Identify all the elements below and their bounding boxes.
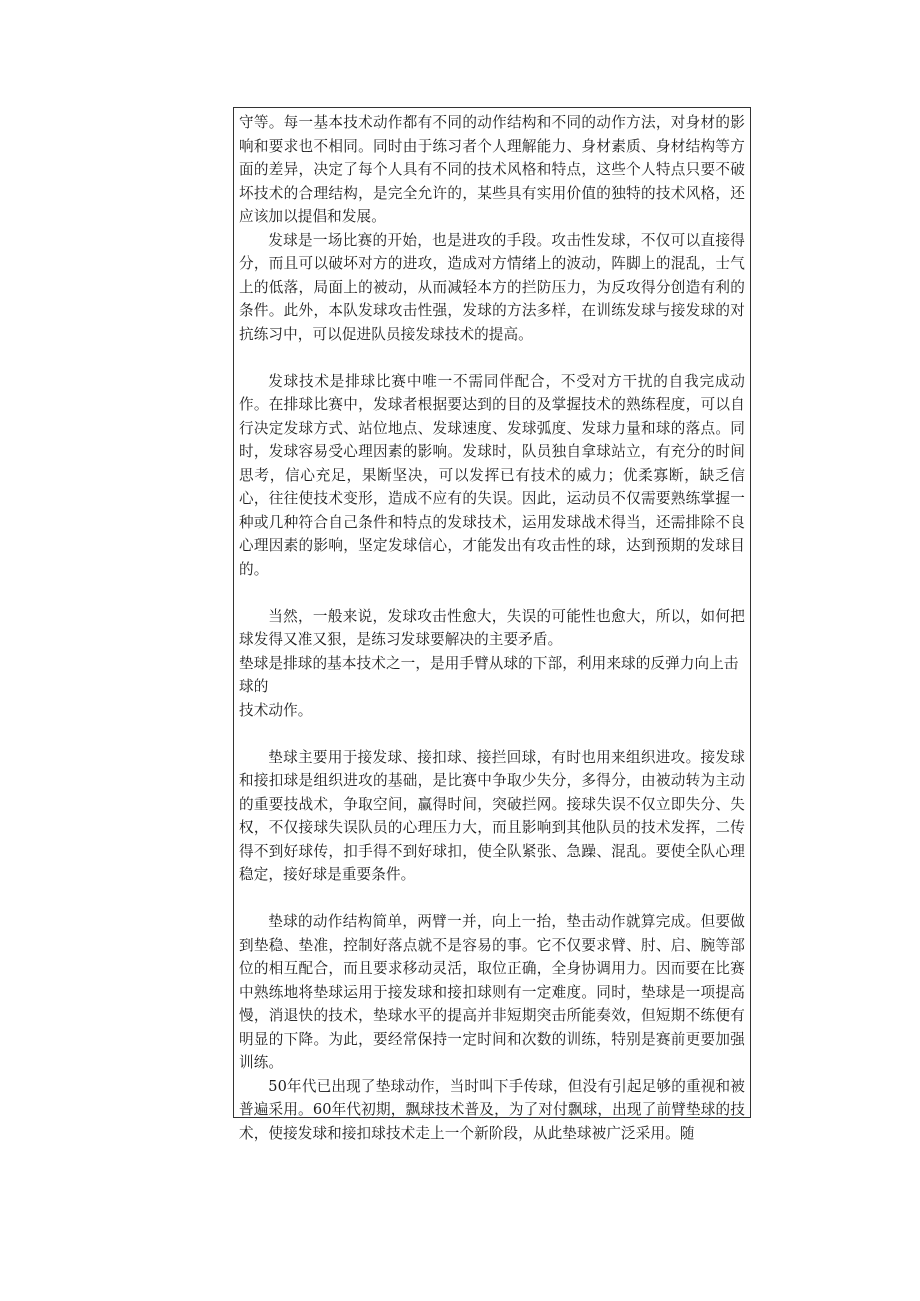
blank-line [239,346,745,370]
blank-line [239,887,745,911]
paragraph-5: 垫球是排球的基本技术之一，是用手臂从球的下部，利用来球的反弹力向上击球的 [239,654,739,695]
paragraph-7: 垫球的动作结构简单，两臂一并，向上一抬，垫击动作就算完成。但要做到垫稳、垫准，控制好落点就不是容易的事。它不仅要求臂、肘、启、腕等部位的相互配合，而且要求移动灵活，取位正确，全身协调用力。因而要在比赛中熟练地将垫球运用于接发球和接扣球则有一定难度。同时，垫球是一项提高慢，消退快的技术，垫球水平的提高并非短期突击所能奏效，但短期不练便有明显的下降。为此，要经常保持一定时间和次数的训练，特别是赛前更要加强训练。 [239,913,745,1071]
paragraph-2: 发球是一场比赛的开始，也是进攻的手段。攻击性发球，不仅可以直接得分，而且可以破坏对方的进攻，造成对方情绪上的波动，阵脚上的混乱，士气上的低落，局面上的被动，从而减轻本方的拦防压力，为反攻得分创造有利的条件。此外，本队发球攻击性强，发球的方法多样，在训练发球与接发球的对抗练习中，可以促进队员接发球技术的提高。 [239,231,745,343]
paragraph-1: 守等。每一基本技术动作都有不同的动作结构和不同的动作方法，对身材的影响和要求也不相同。同时由于练习者个人理解能力、身材素质、身材结构等方面的差异，决定了每个人具有不同的技术风格和特点，这些个人特点只要不破坏技术的合理结构，是完全允许的，某些具有实用价值的独特的技术风格，还应该加以提倡和发展。 [239,114,745,225]
paragraph-3: 发球技术是排球比赛中唯一不需同伴配合，不受对方干扰的自我完成动作。在排球比赛中，发球者根据要达到的目的及掌握技术的熟练程度，可以自行决定发球方式、站位地点、发球速度、发球弧度、发球力量和球的落点。同时，发球容易受心理因素的影响。发球时，队员独自拿球站立，有充分的时间思考，信心充足，果断坚决，可以发挥已有技术的威力；优柔寡断，缺乏信心，往往使技术变形，造成不应有的失误。因此，运动员不仅需要熟练掌握一种或几种符合自己条件和特点的发球技术，运用发球战术得当，还需排除不良心理因素的影响，坚定发球信心，才能发出有攻击性的球，达到预期的发球目的。 [239,372,745,578]
text-frame [233,107,751,1142]
blank-line [239,581,745,605]
paragraph-4: 当然，一般来说，发球攻击性愈大，失误的可能性也愈大，所以，如何把球发得又准又狠，是练习发球要解决的主要矛盾。 [239,607,745,648]
blank-line [239,722,745,746]
paragraph-5-continued: 技术动作。 [239,701,313,719]
paragraph-8: 50年代已出现了垫球动作，当时叫下手传球，但没有引起足够的重视和被普遍采用。60年代初期，飘球技术普及，为了对付飘球，出现了前臂垫球的技术，使接发球和接扣球技术走上一个新阶段，从此垫球被广泛采用。随 [239,1077,745,1142]
paragraph-6: 垫球主要用于接发球、接扣球、接拦回球，有时也用来组织进攻。接发球和接扣球是组织进攻的基础，是比赛中争取少失分，多得分，由被动转为主动的重要技战术，争取空间，赢得时间，突破拦网。接球失误不仅立即失分、失权，不仅接球失误队员的心理压力大，而且影响到其他队员的技术发挥，二传得不到好球传，扣手得不到好球扣，使全队紧张、急躁、混乱。要使全队心理稳定，接好球是重要条件。 [239,748,745,883]
